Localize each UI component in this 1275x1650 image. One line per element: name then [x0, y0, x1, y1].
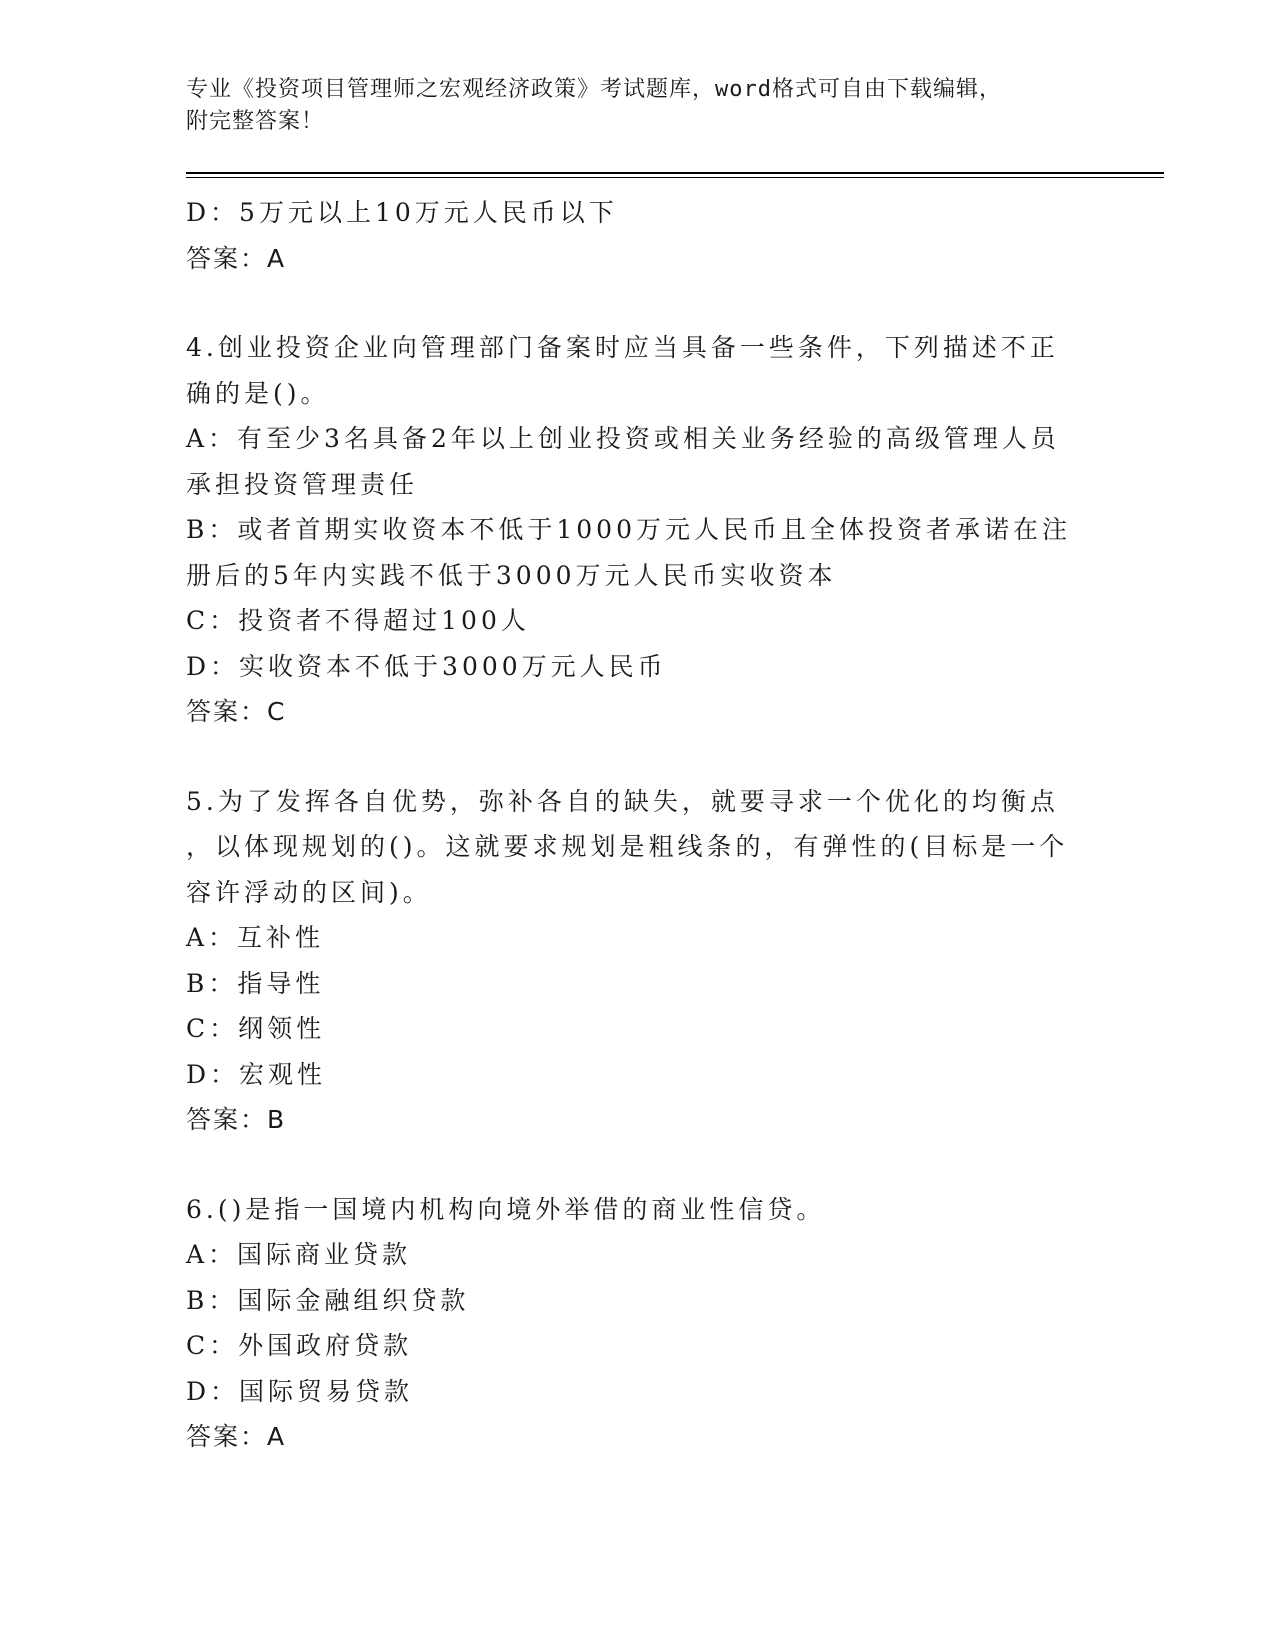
option-d: D：实收资本不低于3000万元人民币 — [186, 651, 667, 681]
option-a: A：有至少3名具备2年以上创业投资或相关业务经验的高级管理人员 — [186, 424, 1060, 453]
document-body — [186, 190, 1086, 1460]
question-5 — [186, 779, 1086, 1143]
spacer — [186, 281, 1086, 325]
header-line-1: 专业《投资项目管理师之宏观经济政策》考试题库，word格式可自由下载编辑， — [186, 77, 1002, 102]
question-stem: ，以体现规划的()。这就要求规划是粗线条的，有弹性的(目标是一个 — [186, 832, 1069, 861]
option-a: A：互补性 — [186, 923, 325, 952]
option-b: B：国际金融组织贷款 — [186, 1285, 470, 1315]
question-4 — [186, 325, 1086, 735]
spacer — [186, 1143, 1086, 1187]
answer-line: 答案：A — [186, 1422, 287, 1451]
question-stem: 确的是()。 — [186, 378, 330, 408]
option-d: D：国际贸易贷款 — [186, 1376, 414, 1406]
option-d-line: D：5万元以上10万元人民币以下 — [186, 198, 618, 227]
option-c: C：纲领性 — [186, 1014, 326, 1043]
answer-line: 答案：B — [186, 1105, 287, 1134]
header-rule-thick — [186, 172, 1164, 174]
header-line-2: 附完整答案！ — [186, 109, 325, 134]
question-stem: 5.为了发挥各自优势，弥补各自的缺失，就要寻求一个优化的均衡点 — [186, 786, 1059, 816]
option-d: D：宏观性 — [186, 1059, 327, 1089]
answer-line: 答案：A — [186, 243, 287, 273]
option-b: B：或者首期实收资本不低于1000万元人民币且全体投资者承诺在注 — [186, 515, 1071, 544]
question-stem: 4.创业投资企业向管理部门备案时应当具备一些条件，下列描述不正 — [186, 333, 1059, 362]
question-stem: 6.()是指一国境内机构向境外举借的商业性信贷。 — [186, 1194, 826, 1224]
option-b: 册后的5年内实践不低于3000万元人民币实收资本 — [186, 560, 837, 590]
answer-line: 答案：C — [186, 697, 287, 726]
option-c: C：外国政府贷款 — [186, 1331, 413, 1360]
question-6 — [186, 1187, 1086, 1460]
option-b: B：指导性 — [186, 968, 325, 998]
document-header — [186, 74, 1086, 138]
spacer — [186, 735, 1086, 779]
question-stem: 容许浮动的区间)。 — [186, 877, 432, 907]
option-a: 承担投资管理责任 — [186, 469, 419, 499]
option-a: A：国际商业贷款 — [186, 1240, 412, 1269]
option-c: C：投资者不得超过100人 — [186, 606, 530, 635]
header-rule-thin — [186, 177, 1164, 178]
